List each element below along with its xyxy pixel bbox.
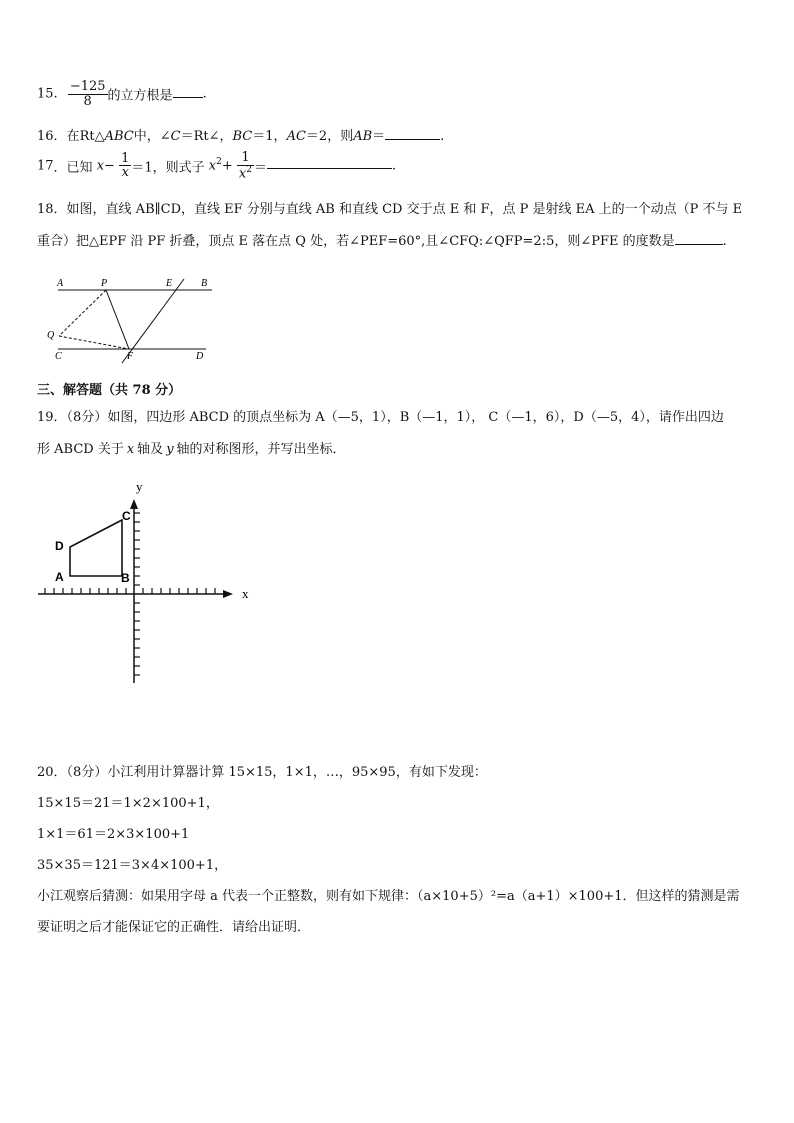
question-text: 的立方根是 (107, 88, 173, 104)
quadrilateral-abcd (70, 520, 122, 576)
answer-blank (267, 156, 392, 169)
label-p: P (101, 278, 108, 289)
question-18-line-2: 重合）把△EPF 沿 PF 折叠，顶点 E 落在点 Q 处，若∠PEF=60°,且∠CFQ:∠QFP=2:5，则∠PFE 的度数是 . (37, 234, 727, 249)
fraction: $\frac{1}{x}$ (121, 150, 130, 181)
fraction: $\frac{-125}{8}$ (69, 79, 106, 109)
answer-blank (173, 85, 203, 98)
label-b: B (201, 278, 208, 289)
label-c: C (122, 509, 131, 523)
question-16: 16．在Rt△ABC中，∠C＝Rt∠，BC＝1，AC＝2，则AB＝ . (37, 129, 445, 144)
q19-coordinate-figure (30, 475, 260, 690)
label-c: C (55, 351, 62, 362)
question-19-line-2: 形 ABCD 关于 x 轴及 y 轴的对称图形，并写出坐标． (37, 442, 346, 457)
label-f: F (127, 351, 134, 362)
answer-blank (675, 232, 723, 245)
segment-pf (106, 290, 129, 349)
label-d: D (55, 539, 64, 553)
label-q: Q (47, 330, 55, 341)
section-title: 三、解答题（共 78 分） (37, 383, 182, 398)
axis-label-x: x (242, 586, 249, 601)
question-20-line-1: 20．（8分）小江利用计算器计算 15×15，1×1，…，95×95，有如下发现： (37, 765, 487, 780)
x-axis-arrow (223, 590, 233, 598)
answer-blank (385, 127, 440, 140)
question-20-line-3: 1×1＝61＝2×3×100+1 (37, 827, 190, 842)
segment-pq (59, 290, 106, 336)
question-number: 16 (37, 129, 54, 144)
question-number: 15 (37, 86, 54, 102)
q18-geometry-figure (44, 272, 224, 368)
axis-label-y: y (136, 479, 143, 494)
y-axis-arrow (130, 499, 138, 509)
question-19-line-1: 19．（8分）如图，四边形 ABCD 的顶点坐标为 A（—5，1），B（—1，1）， C（—1，6），D（—5，4），请作出四边 (37, 410, 724, 425)
question-20-line-6: 要证明之后才能保证它的正确性．请给出证明． (37, 920, 311, 935)
question-number: 17 (37, 158, 54, 174)
question-18-line-1: 18．如图，直线 AB∥CD，直线 EF 分别与直线 AB 和直线 CD 交于点 E 和 F，点 P 是射线 EA 上的一个动点（P 不与 E (37, 202, 743, 217)
question-15: 15. $\frac{-125}{8}$ 的立方根是 . (37, 79, 207, 109)
label-d: D (196, 351, 204, 362)
x-ticks (45, 588, 215, 594)
segment-qf (59, 336, 129, 349)
question-20-line-4: 35×35＝121＝3×4×100+1， (37, 858, 228, 873)
label-a: A (55, 570, 64, 584)
label-a: A (57, 278, 64, 289)
question-17: 17．已知 x− $\frac{1}{x}$ ＝1，则式子 $x^2+$ $\frac{1}{x^2}$ ＝ . (37, 150, 397, 181)
label-b: B (121, 571, 130, 585)
question-20-line-2: 15×15＝21＝1×2×100+1， (37, 796, 219, 811)
label-e: E (166, 278, 173, 289)
question-20-line-5: 小江观察后猜测：如果用字母 a 代表一个正整数，则有如下规律：（a×10+5）²=a（a+1）×100+1．但这样的猜测是需 (37, 889, 740, 904)
fraction: $\frac{1}{x^2}$ (238, 150, 252, 181)
